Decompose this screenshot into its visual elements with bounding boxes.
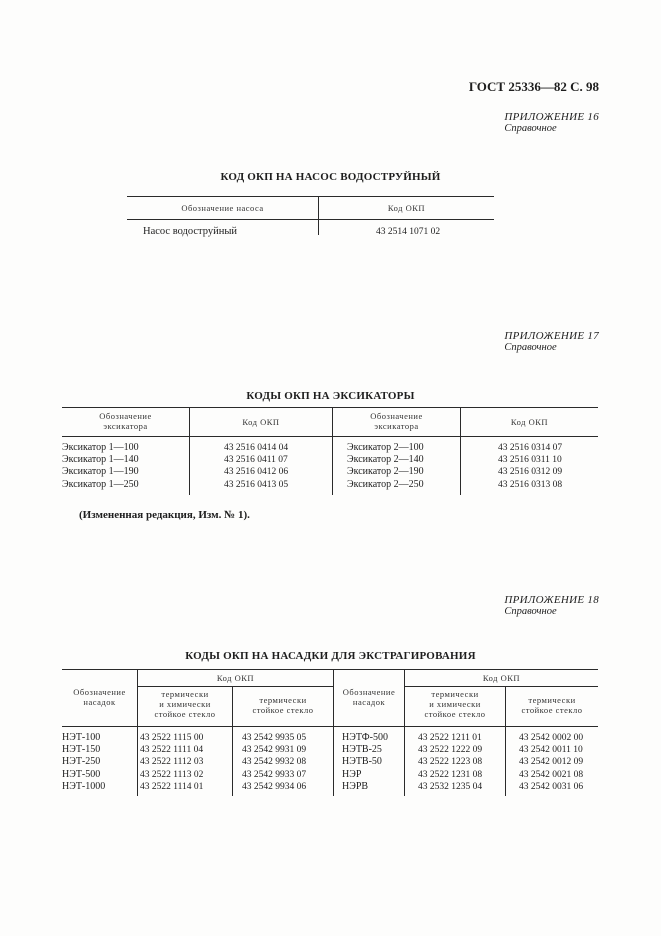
appendix-16-type: Справочное (504, 123, 557, 134)
table-cell: НЭТ-500 (62, 768, 101, 780)
table-cell: 43 2542 9934 06 (242, 781, 307, 792)
table-cell: Эксикатор 1—140 (62, 454, 139, 466)
table-divider (318, 196, 319, 235)
table-cell: 43 2516 0413 05 (224, 479, 289, 490)
table-column (62, 442, 139, 491)
table-cell: НЭР (342, 768, 362, 780)
column-header: Код ОКП (216, 673, 255, 683)
table-cell: 43 2522 1115 00 (140, 733, 204, 743)
document-reference: ГОСТ 25336—82 С. 98 (468, 79, 599, 94)
column-header (62, 411, 189, 431)
header-line: стойкое стекло (521, 705, 583, 715)
header-line: стойкое стекло (154, 709, 216, 719)
table-column (224, 442, 288, 491)
column-subheader (233, 695, 333, 715)
table-cell: Эксикатор 1—250 (62, 478, 139, 490)
header-line: стойкое стекло (252, 705, 314, 715)
column-header: Код ОКП (482, 673, 521, 683)
header-line: термически (431, 689, 479, 699)
table-cell: 43 2522 1231 08 (418, 769, 483, 780)
table-cell: 43 2542 0011 10 (519, 745, 583, 756)
column-header: Код ОКП (387, 203, 426, 213)
table-cell: НЭТ-1000 (62, 780, 106, 792)
table-cell: 43 2542 0002 00 (519, 733, 584, 743)
table-cell: 43 2542 0021 08 (519, 769, 584, 780)
table-rule (137, 686, 333, 687)
header-line: эксикатора (103, 421, 148, 431)
header-line: термически (161, 689, 209, 699)
table-cell: 43 2522 1113 02 (140, 769, 204, 780)
table-cell: 43 2522 1211 01 (418, 733, 482, 743)
header-line: термически (259, 695, 307, 705)
table-cell: НЭТ-100 (62, 732, 101, 743)
table-cell: НЭТВ-50 (342, 756, 382, 768)
table-cell: НЭТ-250 (62, 756, 101, 768)
table-cell: Эксикатор 2—190 (347, 466, 424, 478)
table-cell: 43 2516 0313 08 (498, 479, 563, 490)
table-column (62, 732, 105, 793)
appendix-17-heading (504, 330, 599, 353)
table-rule (127, 196, 494, 197)
table-rule (62, 726, 598, 727)
column-header: Код ОКП (510, 417, 549, 427)
table-cell: 43 2516 0314 07 (498, 443, 563, 453)
table-rule (127, 219, 494, 220)
column-subheader (138, 689, 232, 719)
table-rule (404, 686, 598, 687)
table-column (498, 442, 562, 491)
table-column (140, 732, 203, 793)
column-header: Код ОКП (242, 417, 280, 427)
table-column (347, 442, 424, 491)
table-cell: 43 2542 0031 06 (519, 781, 584, 792)
table-column (242, 732, 306, 793)
table-cell: 43 2516 0312 09 (498, 467, 563, 478)
table-column (519, 732, 583, 793)
table-cell: 43 2542 9932 08 (242, 757, 307, 768)
table-cell: 43 2532 1235 04 (418, 781, 483, 792)
appendix-16-heading (504, 111, 599, 134)
header-line: насадок (83, 697, 116, 707)
header-line: Обозначение (99, 411, 152, 421)
column-header (333, 411, 460, 431)
column-header: Обозначение насоса (181, 203, 264, 213)
table-cell: 43 2522 1223 08 (418, 757, 483, 768)
table-cell: 43 2522 1114 01 (140, 781, 204, 792)
header-line: Обозначение (370, 411, 423, 421)
table-rule (62, 669, 598, 670)
column-subheader (506, 695, 598, 715)
table-rule (62, 436, 598, 437)
table-cell: НЭТ-150 (62, 744, 101, 756)
column-header (62, 687, 137, 707)
table-cell: 43 2522 1112 03 (140, 757, 204, 768)
header-line: стойкое стекло (424, 709, 486, 719)
table-cell: 43 2516 0311 10 (498, 455, 562, 466)
table-cell: Эксикатор 2—100 (347, 442, 424, 453)
table-cell: 43 2516 0414 04 (224, 443, 289, 453)
table-cell: НЭТВ-25 (342, 744, 382, 756)
appendix-18-heading (504, 594, 599, 617)
table-cell: 43 2522 1222 09 (418, 745, 483, 756)
table-cell: НЭТФ-500 (342, 732, 388, 743)
table-cell: Эксикатор 2—250 (347, 478, 424, 490)
table-cell: 43 2542 9933 07 (242, 769, 307, 780)
table-cell: 43 2542 0012 09 (519, 757, 584, 768)
table-cell: 43 2522 1111 04 (140, 745, 204, 756)
table-cell: 43 2516 0412 06 (224, 467, 289, 478)
header-line: эксикатора (374, 421, 419, 431)
column-header (334, 687, 404, 707)
header-line: Обозначение (73, 687, 126, 697)
appendix-18-type: Справочное (504, 606, 557, 617)
table-rule (62, 407, 598, 408)
table-cell: 43 2542 9935 05 (242, 733, 307, 743)
header-line: термически (528, 695, 576, 705)
appendix-17-type: Справочное (504, 342, 557, 353)
table-cell: Эксикатор 1—100 (62, 442, 139, 453)
header-line: и химически (159, 699, 211, 709)
appendix-18-title: КОДЫ ОКП НА НАСАДКИ ДЛЯ ЭКСТРАГИРОВАНИЯ (185, 650, 476, 662)
header-line: насадок (352, 697, 386, 707)
appendix-16-title: КОД ОКП НА НАСОС ВОДОСТРУЙНЫЙ (220, 171, 441, 183)
table-cell: Эксикатор 1—190 (62, 466, 139, 478)
table-column (418, 732, 482, 793)
column-subheader (405, 689, 505, 719)
table-cell: 43 2542 9931 09 (242, 745, 307, 756)
appendix-17-label: ПРИЛОЖЕНИЕ 17 (504, 330, 599, 342)
table-cell: 43 2514 1071 02 (376, 227, 441, 237)
table-cell: 43 2516 0411 07 (224, 455, 288, 466)
table-cell: Насос водоструйный (143, 226, 238, 237)
appendix-18-label: ПРИЛОЖЕНИЕ 18 (504, 594, 599, 606)
amendment-note: (Измененная редакция, Изм. № 1). (79, 509, 250, 521)
table-cell: НЭРВ (342, 780, 369, 792)
appendix-16-label: ПРИЛОЖЕНИЕ 16 (504, 111, 599, 123)
header-line: и химически (429, 699, 481, 709)
table-column (342, 732, 388, 793)
appendix-17-title: КОДЫ ОКП НА ЭКСИКАТОРЫ (246, 390, 415, 402)
header-line: Обозначение (342, 687, 396, 697)
table-cell: Эксикатор 2—140 (347, 454, 424, 466)
